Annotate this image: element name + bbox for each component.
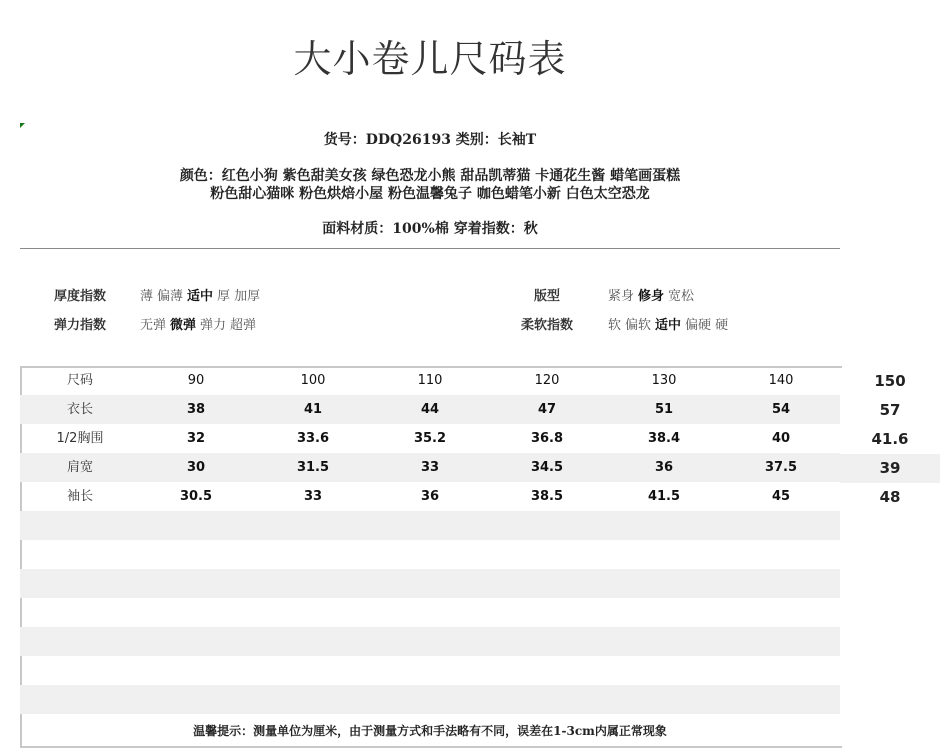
table-cell: 35.2 (413, 431, 447, 446)
table-row (20, 453, 840, 482)
table-row (20, 685, 840, 714)
table-row (20, 511, 840, 540)
attribute-option: 紧身 (608, 289, 635, 304)
elasticity-label: 弹力指数 (53, 318, 106, 333)
overflow-cell: 39 (840, 454, 940, 483)
fit-options (608, 285, 698, 304)
table-cell: 110 (417, 373, 443, 388)
overflow-cell: 48 (879, 488, 901, 506)
fabric-line: 面料材质：100%棉 穿着指数：秋 (322, 221, 538, 237)
softness-options (608, 314, 732, 333)
table-row (20, 482, 840, 511)
attribute-option: 加厚 (234, 289, 261, 304)
row-label: 肩宽 (66, 460, 93, 475)
table-cell: 32 (186, 431, 206, 446)
table-row (20, 424, 840, 453)
table-cell: 130 (651, 373, 677, 388)
table-cell: 30.5 (179, 489, 213, 504)
softness-label: 柔软指数 (520, 318, 573, 333)
table-cell: 33 (420, 460, 440, 475)
measurement-note: 温馨提示：测量单位为厘米，由于测量方式和手法略有不同，误差在1-3cm内属正常现象 (193, 724, 667, 738)
fit-label: 版型 (533, 289, 560, 304)
product-line: 货号：DDQ26193 类别：长袖T (323, 132, 537, 148)
table-cell: 40 (771, 431, 791, 446)
attribute-option: 偏软 (625, 318, 652, 333)
attribute-option: 适中 (655, 318, 682, 333)
overflow-cell: 57 (879, 401, 901, 419)
attribute-option: 宽松 (668, 289, 695, 304)
table-cell: 30 (186, 460, 206, 475)
table-row (20, 540, 840, 569)
table-cell: 36.8 (530, 431, 564, 446)
thickness-options (140, 285, 264, 304)
table-cell: 37.5 (764, 460, 798, 475)
divider (20, 248, 840, 249)
page-title: 大小卷儿尺码表 (293, 37, 567, 81)
table-cell: 31.5 (296, 460, 330, 475)
colors-line-1: 颜色：红色小狗 紫色甜美女孩 绿色恐龙小熊 甜品凯蒂猫 卡通花生酱 蜡笔画蛋糕 (179, 168, 681, 184)
overflow-cell: 41.6 (871, 430, 909, 448)
row-label: 衣长 (66, 402, 93, 417)
table-cell: 38 (186, 402, 206, 417)
attribute-option: 适中 (187, 289, 214, 304)
table-header-row (20, 366, 840, 395)
table-cell: 33 (303, 489, 323, 504)
corner-mark (20, 123, 25, 128)
table-cell: 36 (654, 460, 674, 475)
attribute-option: 修身 (638, 289, 665, 304)
overflow-cell: 150 (874, 372, 906, 390)
colors-line-2: 粉色甜心猫咪 粉色烘焙小屋 粉色温馨兔子 咖色蜡笔小新 白色太空恐龙 (210, 186, 650, 202)
table-cell: 36 (420, 489, 440, 504)
attribute-option: 厚 (217, 289, 231, 304)
attribute-option: 软 (608, 318, 622, 333)
table-cell: 33.6 (296, 431, 330, 446)
attribute-option: 弹力 (200, 318, 227, 333)
table-cell: 34.5 (530, 460, 564, 475)
table-cell: 47 (537, 402, 557, 417)
table-row (20, 395, 840, 424)
attribute-option: 薄 (140, 289, 154, 304)
table-cell: 51 (654, 402, 674, 417)
table-row (20, 656, 840, 685)
row-label: 尺码 (66, 373, 93, 388)
thickness-label: 厚度指数 (53, 289, 106, 304)
table-cell: 140 (768, 373, 794, 388)
row-label: 袖长 (66, 489, 93, 504)
table-cell: 54 (771, 402, 791, 417)
table-cell: 38.4 (647, 431, 681, 446)
row-label: 1/2胸围 (56, 431, 104, 446)
attribute-option: 硬 (715, 318, 729, 333)
table-cell: 45 (771, 489, 791, 504)
table-cell: 90 (187, 373, 205, 388)
table-cell: 44 (420, 402, 440, 417)
table-row (20, 627, 840, 656)
table-cell: 41.5 (647, 489, 681, 504)
attribute-option: 微弹 (170, 318, 197, 333)
table-row (20, 598, 840, 627)
table-cell: 120 (534, 373, 560, 388)
attribute-option: 偏硬 (685, 318, 712, 333)
table-cell: 41 (303, 402, 323, 417)
attribute-option: 超弹 (230, 318, 257, 333)
table-row (20, 569, 840, 598)
table-cell: 100 (300, 373, 326, 388)
attribute-option: 偏薄 (157, 289, 184, 304)
elasticity-options (140, 314, 260, 333)
table-cell: 38.5 (530, 489, 564, 504)
attribute-option: 无弹 (140, 318, 167, 333)
